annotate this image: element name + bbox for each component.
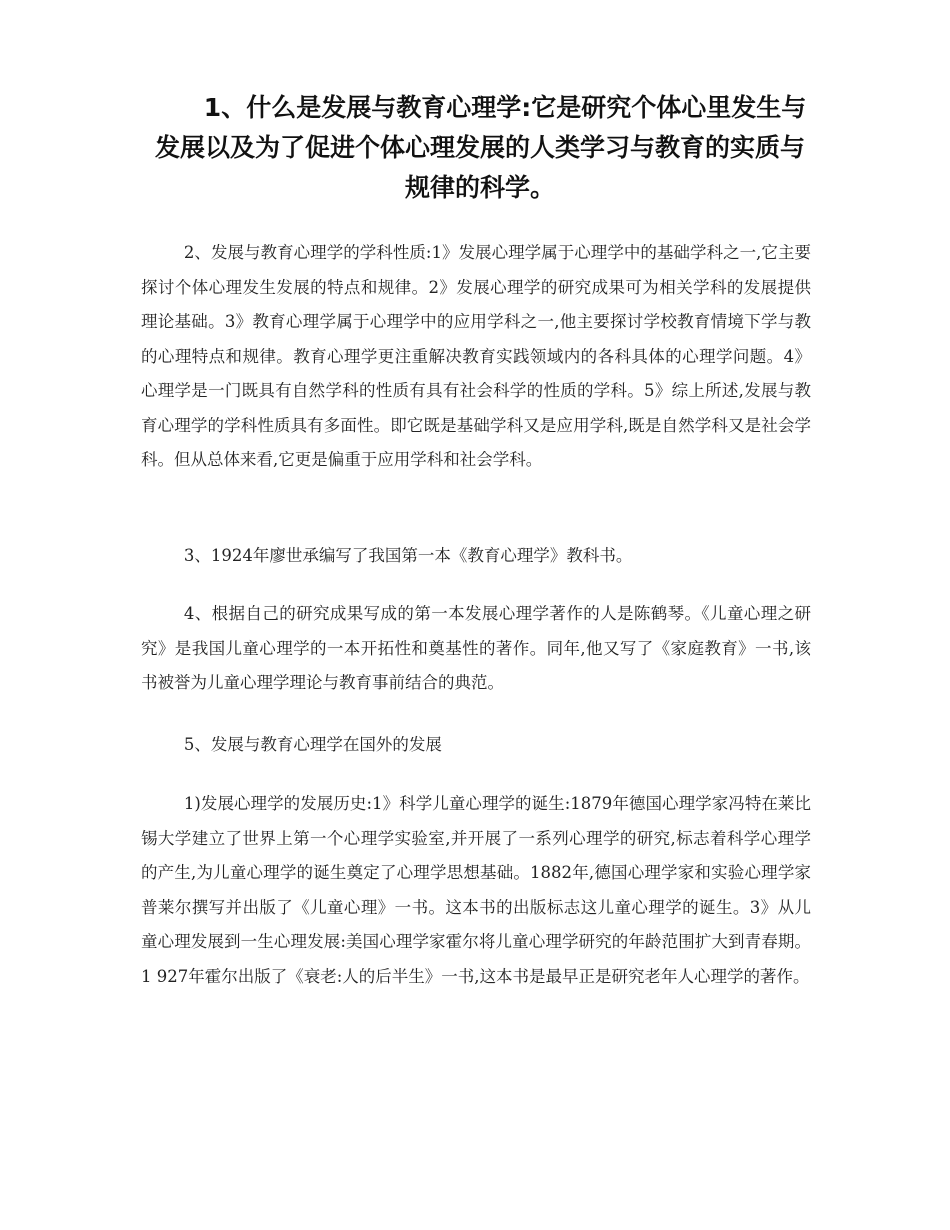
paragraph-chen-heqin: 4、根据自己的研究成果写成的第一本发展心理学著作的人是陈鹤琴。《儿童心理之研究》是我国儿童心理学的一本开拓性和奠基性的著作。同年,他又写了《家庭教育》一书,该书被誉为儿童心理学理论与教育事前结合的典范。 (141, 604, 811, 692)
paragraph-developmental-history: 1)发展心理学的发展历史:1》科学儿童心理学的诞生:1879年德国心理学家冯特在莱比锡大学建立了世界上第一个心理学实验室,并开展了一系列心理学的研究,标志着科学心理学的产生,为儿童心理学的诞生奠定了心理学思想基础。1882年,德国心理学家和实验心理学家普莱尔撰写并出版了《儿童心理》一书。这本书的出版标志这儿童心理学的诞生。3》从儿童心理发展到一生心理发展:美国心理学家霍尔将儿童心理学研究的年龄范围扩大到青春期。1 927年霍尔出版了《衰老:人的后半生》一书,这本书是最早正是研究老年人心理学的著作。 (141, 794, 811, 986)
paragraph-first-textbook: 3、1924年廖世承编写了我国第一本《教育心理学》教科书。 (183, 546, 633, 565)
paragraph-foreign-development-heading: 5、发展与教育心理学在国外的发展 (183, 735, 442, 754)
paragraph-discipline-nature: 2、发展与教育心理学的学科性质:1》发展心理学属于心理学中的基础学科之一,它主要探讨个体心理发生发展的特点和规律。2》发展心理学的研究成果可为相关学科的发展提供理论基础。3》教育心理学属于心理学中的应用学科之一,他主要探讨学校教育情境下学与教的心理特点和规律。教育心理学更注重解决教育实践领域内的各科具体的心理学问题。4》心理学是一门既具有自然学科的性质有具有社会科学的性质的学科。5》综上所述,发展与教育心理学的学科性质具有多面性。即它既是基础学科又是应用学科,既是自然学科又是社会学科。但从总体来看,它更是偏重于应用学科和社会学科。 (141, 243, 811, 469)
document-title: 1、什么是发展与教育心理学:它是研究个体心里发生与发展以及为了促进个体心理发展的人类学习与教育的实质与规律的科学。 (154, 93, 807, 202)
